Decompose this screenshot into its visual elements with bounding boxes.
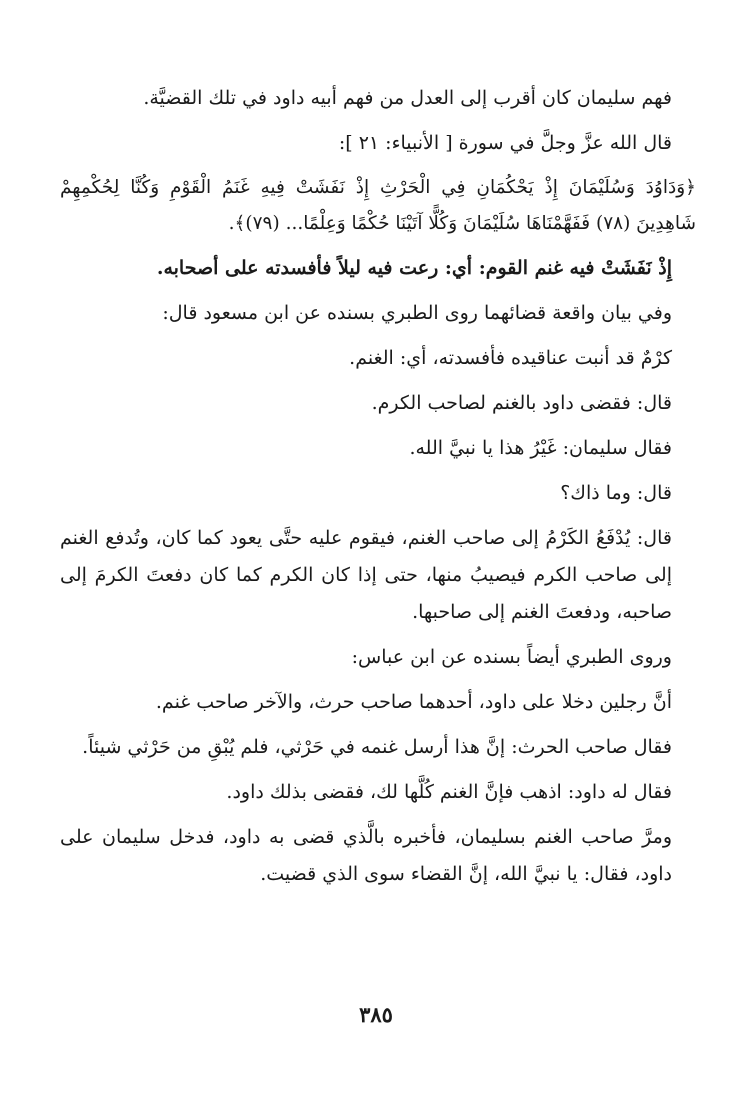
paragraph: وروى الطبري أيضاً بسنده عن ابن عباس: — [351, 646, 672, 668]
paragraph: قال: وما ذاك؟ — [560, 482, 672, 504]
paragraph: قال: فقضى داود بالغنم لصاحب الكرم. — [371, 392, 672, 414]
paragraph: قال: يُدْفَعُ الكَرْمُ إلى صاحب الغنم، فيقوم عليه حتَّى يعود كما كان، وتُدفع الغنم إلى صاحب الكرم فيصيبُ منها، حتى إذا كان الكرم كما كان دفعتَ الكرمَ إلى صاحبه، ودفعتَ الغنم إلى صاحبها. — [60, 527, 672, 623]
page-body — [60, 80, 696, 901]
paragraph: قال الله عزَّ وجلَّ في سورة [ الأنبياء: ٢١ ]: — [338, 132, 672, 154]
paragraph: فقال صاحب الحرث: إنَّ هذا أرسل غنمه في حَرْثي، فلم يُبْقِ من حَرْثي شيئاً. — [82, 736, 672, 758]
paragraph: فقال سليمان: غَيْرُ هذا يا نبيَّ الله. — [409, 437, 672, 459]
paragraph: فهم سليمان كان أقرب إلى العدل من فهم أبيه داود في تلك القضيَّة. — [143, 87, 672, 109]
paragraph: إِذْ نَفَشَتْ فيه غنم القوم: أي: رعت فيه ليلاً فأفسدته على أصحابه. — [156, 257, 672, 279]
page-number: ٣٨٥ — [359, 1002, 393, 1027]
quran-verse: ﴿وَدَاوُدَ وَسُلَيْمَانَ إِذْ يَحْكُمَانِ فِي الْحَرْثِ إِذْ نَفَشَتْ فِيهِ غَنَمُ الْقَوْمِ وَكُنَّا لِحُكْمِهِمْ شَاهِدِينَ (٧٨) فَفَهَّمْنَاهَا سُلَيْمَانَ وَكُلًّا آتَيْنَا حُكْمًا وَعِلْمًا... (٧٩)﴾. — [60, 177, 696, 234]
paragraph: وفي بيان واقعة قضائهما روى الطبري بسنده عن ابن مسعود قال: — [162, 302, 672, 324]
paragraph: كرْمٌ قد أنبت عناقيده فأفسدته، أي: الغنم. — [349, 347, 672, 369]
paragraph: ومرَّ صاحب الغنم بسليمان، فأخبره بالَّذي قضى به داود، فدخل سليمان على داود، فقال: يا نبيَّ الله، إنَّ القضاء سوى الذي قضيت. — [60, 826, 672, 885]
paragraph: أنَّ رجلين دخلا على داود، أحدهما صاحب حرث، والآخر صاحب غنم. — [155, 691, 672, 713]
paragraph: فقال له داود: اذهب فإنَّ الغنم كُلَّها لك، فقضى بذلك داود. — [226, 781, 672, 803]
